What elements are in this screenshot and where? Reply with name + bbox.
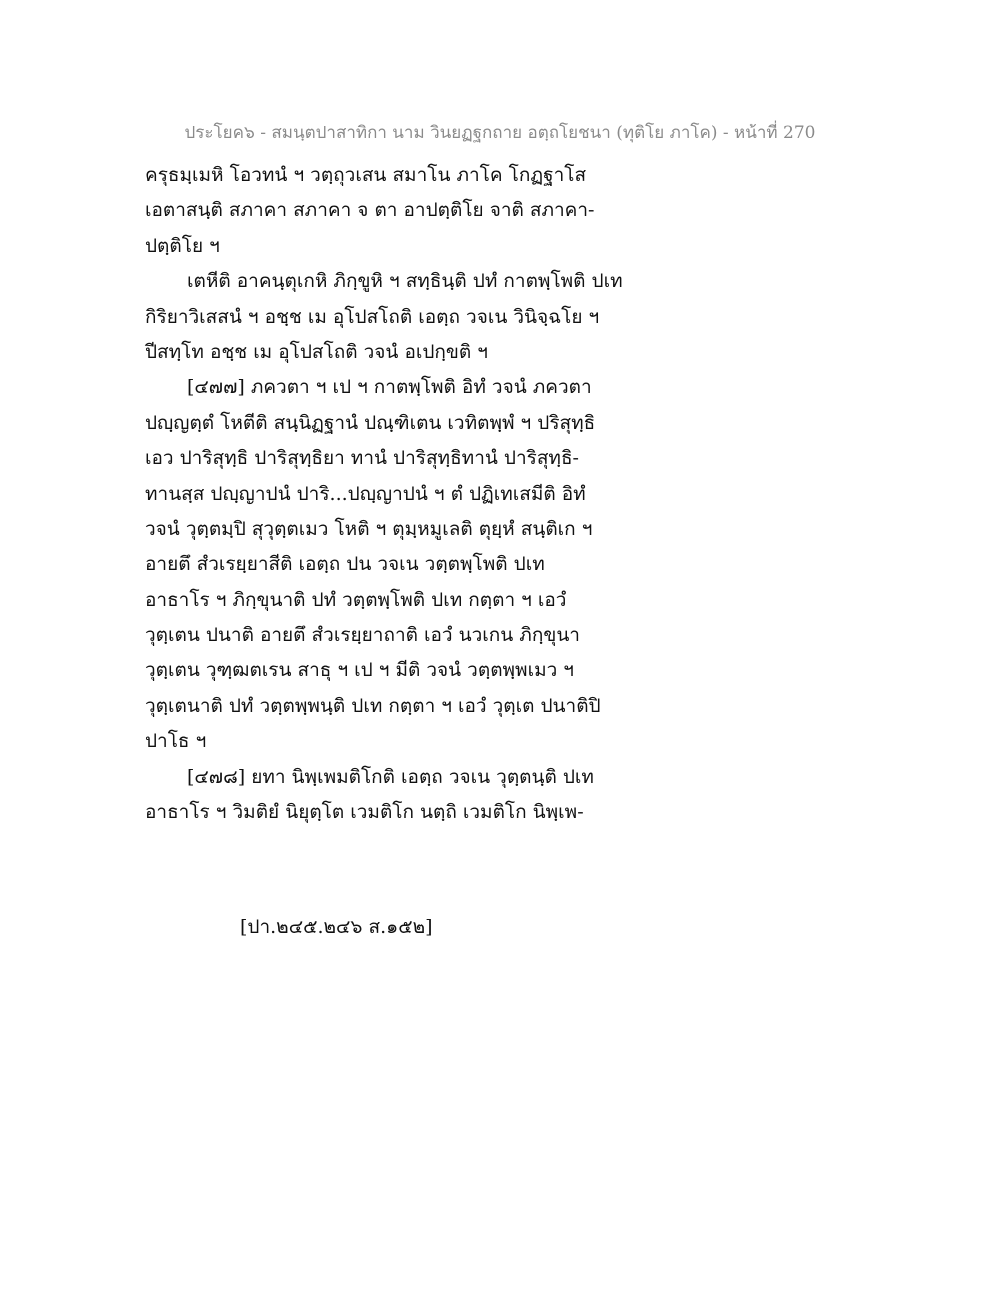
text-line-14: วุตฺเตน ปนาติ อายตึ สํวเรยฺยาถาติ เอวํ นวเกน ภิกฺขุนา [145,624,580,647]
text-line-11: วจนํ วุตฺตมฺปิ สุวุตฺตเมว โหติ ฯ ตุมฺหมูเลติ ตุยฺหํ สนฺติเก ฯ [145,517,593,540]
text-line-12: อายตึ สํวเรยฺยาสีติ เอตฺถ ปน วจเน วตฺตพฺโพติ ปเท [145,553,545,576]
text-line-19: อาธาโร ฯ วิมติยํ นิยุตฺโต เวมติโก นตฺถิ เวมติโก นิพฺเพ- [145,801,584,824]
text-line-17: ปาโธ ฯ [145,730,207,753]
text-line-2: เอตาสนฺติ สภาคา สภาคา จ ตา อาปตฺติโย จาติ สภาคา- [145,199,595,222]
page-reference: [ปา.๒๔๕.๒๔๖ ส.๑๕๒] [240,916,433,938]
text-line-5: กิริยาวิเสสนํ ฯ อชฺช เม อุโปสโถติ เอตฺถ วจเน วินิจฺฉโย ฯ [145,305,600,328]
section-478-line: [๔๗๘] ยทา นิพฺเพมติโกติ เอตฺถ วจเน วุตฺตนฺติ ปเท [187,765,594,788]
text-line-13: อาธาโร ฯ ภิกฺขุนาติ ปทํ วตฺตพฺโพติ ปเท กตฺตา ฯ เอวํ [145,588,567,611]
paragraph-start-line: เตหีติ อาคนฺตุเกหิ ภิกฺขูหิ ฯ สทฺธินฺติ ปทํ กาตพฺโพติ ปเท [187,270,623,293]
text-line-8: ปญฺญตฺตํ โหตีติ สนฺนิฏฐานํ ปณฺฑิเตน เวทิตพฺพํ ฯ ปริสุทฺธิ [145,411,596,434]
section-477-line: [๔๗๗] ภควตา ฯ เป ฯ กาตพฺโพติ อิทํ วจนํ ภควตา [187,376,592,399]
text-line-10: ทานสฺส ปญฺญาปนํ ปาริ...ปญฺญาปนํ ฯ ตํ ปฏิเทเสมีติ อิทํ [145,482,586,505]
text-line-9: เอว ปาริสุทฺธิ ปาริสุทฺธิยา ทานํ ปาริสุทฺธิทานํ ปาริสุทฺธิ- [145,447,579,470]
text-line-3: ปตฺติโย ฯ [145,234,220,257]
text-line-1: ครุธมฺเมหิ โอวทนํ ฯ วตฺถุวเสน สมาโน ภาโค โกฏฐาโส [145,164,587,186]
text-line-6: ปีสทฺโท อชฺช เม อุโปสโถติ วจนํ อเปกฺขติ ฯ [145,340,488,363]
text-line-15: วุตฺเตน วุฑฺฒตเรน สาธุ ฯ เป ฯ มีติ วจนํ วตฺตพฺพเมว ฯ [145,659,574,682]
body-text [145,158,865,830]
text-line-16: วุตฺเตนาติ ปทํ วตฺตพฺพนฺติ ปเท กตฺตา ฯ เอวํ วุตฺเต ปนาติปิ [145,694,601,717]
running-header: ประโยค๖ - สมนฺตปาสาทิกา นาม วินยฏฐกถาย อตฺถโยชนา (ทุติโย ภาโค) - หน้าที่ 270 [184,123,816,143]
